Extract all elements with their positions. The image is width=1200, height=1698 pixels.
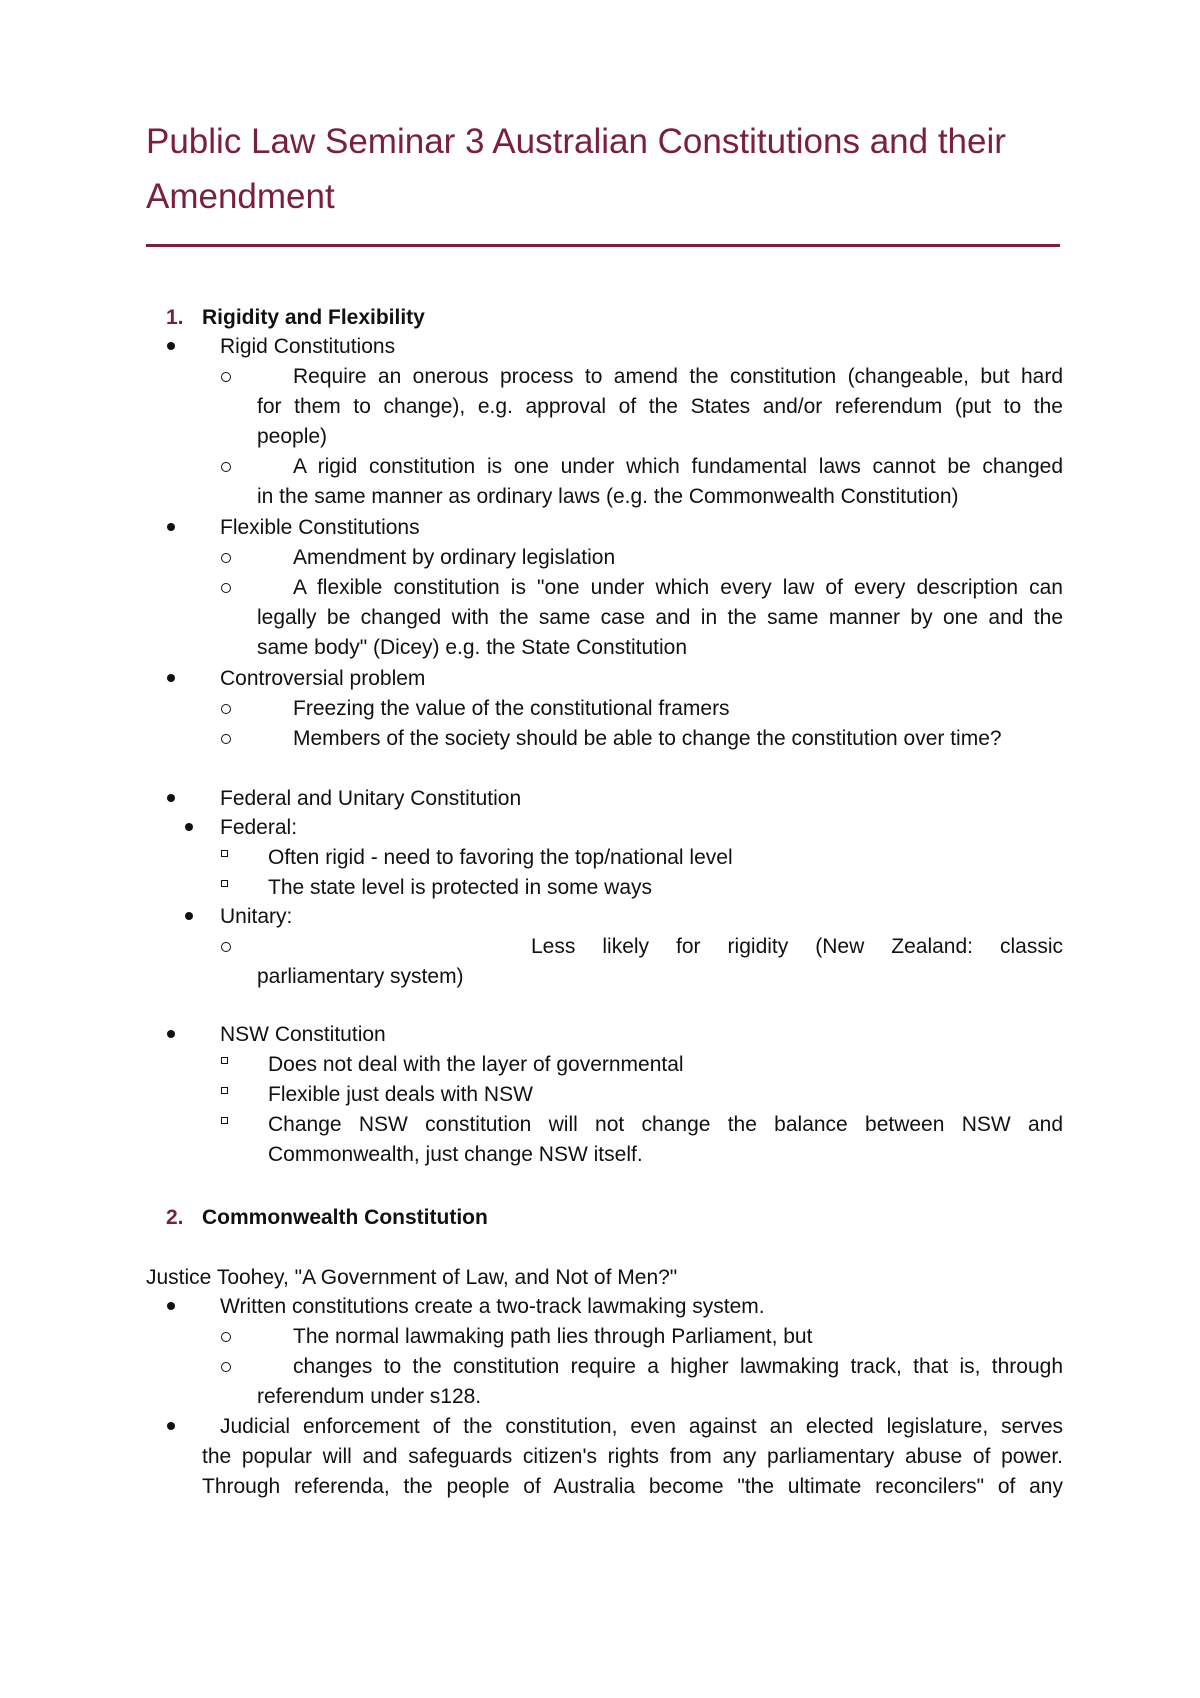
point-1-sub-1: The normal lawmaking path lies through Parliament, but (293, 1325, 813, 1348)
circle-bullet-icon (221, 462, 231, 472)
flexible-item-2-line-3: same body" (Dicey) e.g. the State Constitution (257, 636, 687, 659)
rigid-item-1-line-1: Require an onerous process to amend the constitution (changeable, but hard (293, 365, 1063, 388)
section-1-heading: Rigidity and Flexibility (202, 306, 425, 329)
bullet-icon (167, 1302, 175, 1310)
rigid-item-1-line-2: for them to change), e.g. approval of the States and/or referendum (put to the (257, 395, 1063, 418)
bullet-icon (185, 912, 193, 920)
circle-bullet-icon (221, 583, 231, 593)
point-1: Written constitutions create a two-track lawmaking system. (220, 1295, 765, 1318)
rigid-item-1-line-3: people) (257, 425, 328, 448)
bullet-icon (185, 823, 193, 831)
bullet-icon (167, 794, 175, 802)
bullet-icon (167, 674, 175, 682)
square-bullet-icon (221, 1087, 228, 1094)
point-1-sub-2-line-2: referendum under s128. (257, 1385, 482, 1408)
bullet-icon (167, 1422, 175, 1430)
bullet-icon (167, 342, 175, 350)
citation: Justice Toohey, "A Government of Law, and Not of Men?" (146, 1266, 678, 1289)
section-1-number: 1. (166, 306, 184, 329)
circle-bullet-icon (221, 372, 231, 382)
square-bullet-icon (221, 1117, 228, 1124)
federal-unitary-label: Federal and Unitary Constitution (220, 787, 522, 810)
rigid-constitutions-label: Rigid Constitutions (220, 335, 396, 358)
circle-bullet-icon (221, 1332, 231, 1342)
flexible-constitutions-label: Flexible Constitutions (220, 516, 420, 539)
federal-label: Federal: (220, 816, 298, 839)
circle-bullet-icon (221, 704, 231, 714)
bullet-icon (167, 1030, 175, 1038)
point-2-line-2: the popular will and safeguards citizen's rights from any parliamentary abuse of power. (202, 1445, 1063, 1468)
nsw-item-1: Does not deal with the layer of governmental (268, 1053, 684, 1076)
unitary-label: Unitary: (220, 905, 293, 928)
nsw-constitution-label: NSW Constitution (220, 1023, 386, 1046)
square-bullet-icon (221, 880, 228, 887)
federal-item-1: Often rigid - need to favoring the top/national level (268, 846, 733, 869)
section-2-heading: Commonwealth Constitution (202, 1206, 488, 1229)
flexible-item-2-line-2: legally be changed with the same case and in the same manner by one and the (257, 606, 1063, 629)
circle-bullet-icon (221, 942, 231, 952)
federal-item-2: The state level is protected in some ways (268, 876, 653, 899)
point-2-line-1: Judicial enforcement of the constitution, even against an elected legislature, serves (220, 1415, 1063, 1438)
bullet-icon (167, 523, 175, 531)
nsw-item-3-line-2: Commonwealth, just change NSW itself. (268, 1143, 643, 1166)
page-title: Public Law Seminar 3 Australian Constitutions and their Amendment (146, 122, 1006, 216)
square-bullet-icon (221, 850, 228, 857)
unitary-line-1: Less likely for rigidity (New Zealand: classic (531, 935, 1063, 958)
point-2-line-3: Through referenda, the people of Australia become "the ultimate reconcilers" of any (202, 1475, 1063, 1498)
unitary-line-2: parliamentary system) (257, 965, 464, 988)
square-bullet-icon (221, 1057, 228, 1064)
point-1-sub-2-line-1: changes to the constitution require a higher lawmaking track, that is, through (293, 1355, 1063, 1378)
flexible-item-1: Amendment by ordinary legislation (293, 546, 616, 569)
section-2-number: 2. (166, 1206, 184, 1229)
flexible-item-2-line-1: A flexible constitution is "one under which every law of every description can (293, 576, 1063, 599)
circle-bullet-icon (221, 1362, 231, 1372)
circle-bullet-icon (221, 734, 231, 744)
title-divider (146, 244, 1060, 247)
nsw-item-3-line-1: Change NSW constitution will not change the balance between NSW and (268, 1113, 1063, 1136)
nsw-item-2: Flexible just deals with NSW (268, 1083, 533, 1106)
controversial-item-2: Members of the society should be able to change the constitution over time? (293, 727, 1002, 750)
rigid-item-2-line-2: in the same manner as ordinary laws (e.g. the Commonwealth Constitution) (257, 485, 959, 508)
circle-bullet-icon (221, 553, 231, 563)
rigid-item-2-line-1: A rigid constitution is one under which fundamental laws cannot be changed (293, 455, 1063, 478)
controversial-item-1: Freezing the value of the constitutional framers (293, 697, 730, 720)
controversial-problem-label: Controversial problem (220, 667, 426, 690)
